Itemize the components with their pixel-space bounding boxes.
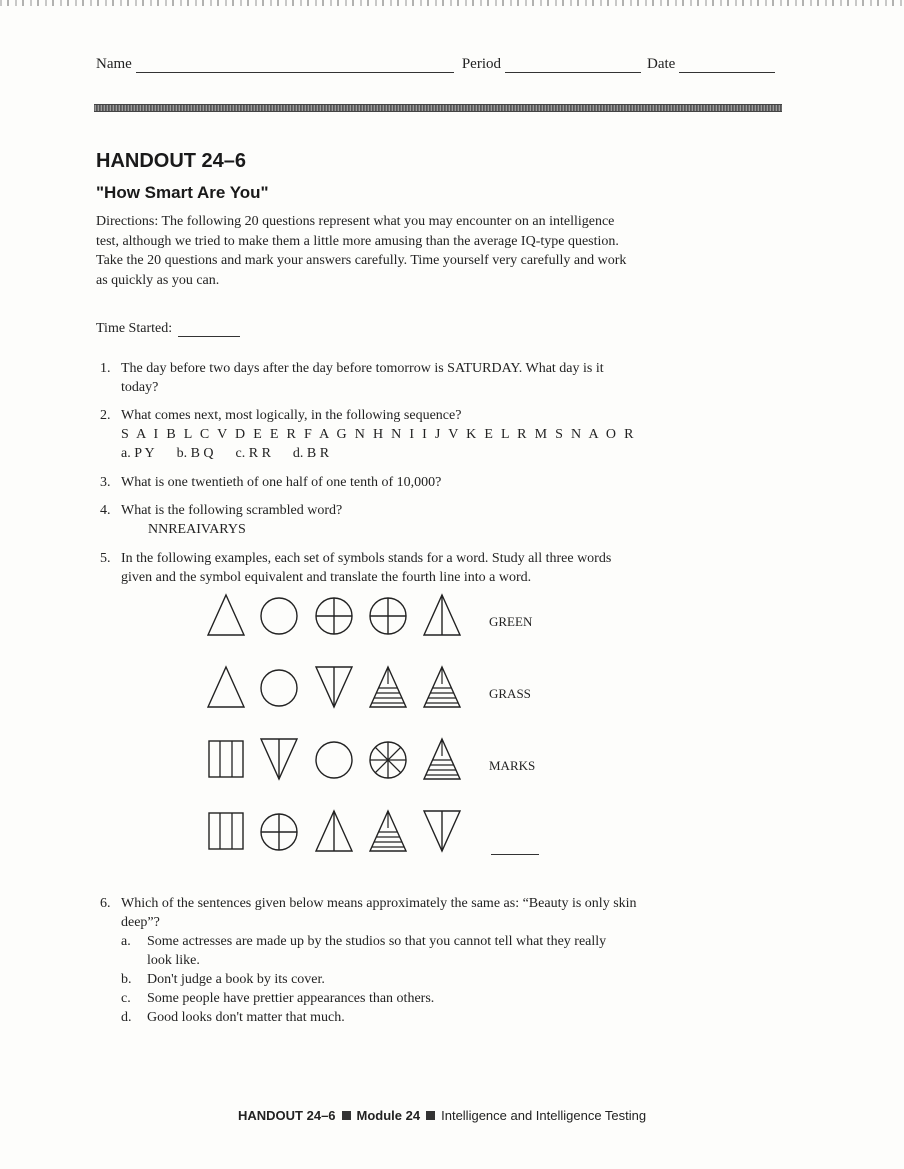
symbol-row-answer — [205, 808, 545, 858]
choice-text: Don't judge a book by its cover. — [147, 972, 325, 987]
symbol-word: GREEN — [489, 614, 533, 629]
question-number: 2. — [100, 408, 111, 423]
question-1 — [96, 359, 641, 397]
inverted-triangle-split-icon — [421, 808, 463, 854]
option-d: d. B R — [292, 446, 330, 461]
name-field-line[interactable] — [136, 58, 454, 73]
question-text: What is one twentieth of one half of one tenth of 10,000? — [121, 475, 442, 490]
question-text: What comes next, most logically, in the following sequence? — [121, 408, 462, 423]
period-label: Period — [461, 56, 501, 72]
student-info-row — [96, 56, 782, 73]
choice-a — [121, 932, 627, 970]
date-field-line[interactable] — [679, 58, 775, 73]
time-started — [96, 321, 240, 337]
symbol-word: MARKS — [489, 758, 536, 773]
time-started-line[interactable] — [178, 324, 240, 337]
scrambled-word: NNREAIVARYS — [148, 522, 246, 537]
footer-module: Module 24 — [356, 1108, 421, 1123]
option-b: b. B Q — [176, 446, 214, 461]
handout-subtitle: "How Smart Are You" — [96, 183, 269, 202]
choice-d — [121, 1008, 641, 1027]
circle-cross-icon — [313, 592, 355, 638]
question-6 — [96, 894, 641, 1027]
question-3 — [96, 473, 641, 492]
directions: Directions: The following 20 questions represent what you may encounter on an intelligence test, although we tried to make them a little more amusing than the average IQ-type question. Take the 20 questions and mark your answers carefully. Time yourself very carefully and work as quickly as you can. — [96, 214, 627, 288]
inverted-triangle-split-icon — [313, 664, 355, 710]
square-bullet-icon — [426, 1111, 435, 1120]
question-number: 5. — [100, 551, 111, 566]
choice-letter: c. — [121, 991, 131, 1006]
question-text: The day before two days after the day before tomorrow is SATURDAY. What day is it today? — [121, 361, 604, 395]
question-2 — [96, 406, 641, 463]
choice-text: Some actresses are made up by the studios so that you cannot tell what they really look like. — [147, 934, 607, 968]
scan-edge-noise — [0, 0, 904, 6]
letter-sequence: S A I B L C V D E E R F A G N H N I I J V K E L R M S N A O R — [121, 427, 636, 442]
date-label: Date — [647, 56, 676, 72]
choice-letter: a. — [121, 934, 131, 949]
triangle-split-icon — [313, 808, 355, 854]
triangle-striped-icon — [367, 664, 409, 710]
symbol-row-grass — [205, 664, 545, 714]
option-a: a. P Y — [121, 446, 155, 461]
symbol-word: GRASS — [489, 686, 531, 701]
answer-options — [121, 444, 641, 463]
question-4 — [96, 501, 641, 539]
circle-icon — [258, 664, 300, 710]
triangle-striped-icon — [421, 736, 463, 782]
choice-text: Good looks don't matter that much. — [147, 1010, 345, 1025]
choice-letter: d. — [121, 1010, 132, 1025]
choice-letter: b. — [121, 972, 132, 987]
question-text: Which of the sentences given below means approximately the same as: “Beauty is only skin deep”? — [121, 896, 637, 930]
question-number: 4. — [100, 503, 111, 518]
circle-star-icon — [367, 736, 409, 782]
choice-b — [121, 970, 641, 989]
symbol-puzzle — [205, 592, 545, 864]
footer-topic: Intelligence and Intelligence Testing — [441, 1108, 647, 1123]
option-c: c. R R — [235, 446, 271, 461]
triangle-split-icon — [421, 592, 463, 638]
square-bars-icon — [205, 736, 247, 782]
question-text: In the following examples, each set of symbols stands for a word. Study all three words given and the symbol equivalent and translate the fourth line into a word. — [121, 551, 612, 585]
circle-icon — [258, 592, 300, 638]
header-rule — [94, 104, 782, 112]
triangle-icon — [205, 664, 247, 710]
circle-icon — [313, 736, 355, 782]
square-bullet-icon — [342, 1111, 351, 1120]
handout-title: HANDOUT 24–6 — [96, 150, 247, 172]
choice-c — [121, 989, 641, 1008]
circle-cross-icon — [367, 592, 409, 638]
question-number: 3. — [100, 475, 111, 490]
symbol-row-green — [205, 592, 545, 642]
triangle-icon — [205, 592, 247, 638]
inverted-triangle-split-icon — [258, 736, 300, 782]
question-5 — [96, 549, 641, 587]
symbol-row-marks — [205, 736, 545, 786]
period-field-line[interactable] — [505, 58, 641, 73]
choice-text: Some people have prettier appearances than others. — [147, 991, 435, 1006]
question-text: What is the following scrambled word? — [121, 503, 343, 518]
time-started-label: Time Started: — [96, 321, 173, 336]
triangle-striped-icon — [367, 808, 409, 854]
question-number: 6. — [100, 896, 111, 911]
name-label: Name — [96, 56, 132, 72]
footer-handout: HANDOUT 24–6 — [238, 1108, 336, 1123]
page-footer — [238, 1108, 646, 1123]
square-bars-icon — [205, 808, 247, 854]
answer-blank-line[interactable] — [491, 854, 539, 855]
circle-cross-icon — [258, 808, 300, 854]
triangle-striped-icon — [421, 664, 463, 710]
question-number: 1. — [100, 361, 111, 376]
